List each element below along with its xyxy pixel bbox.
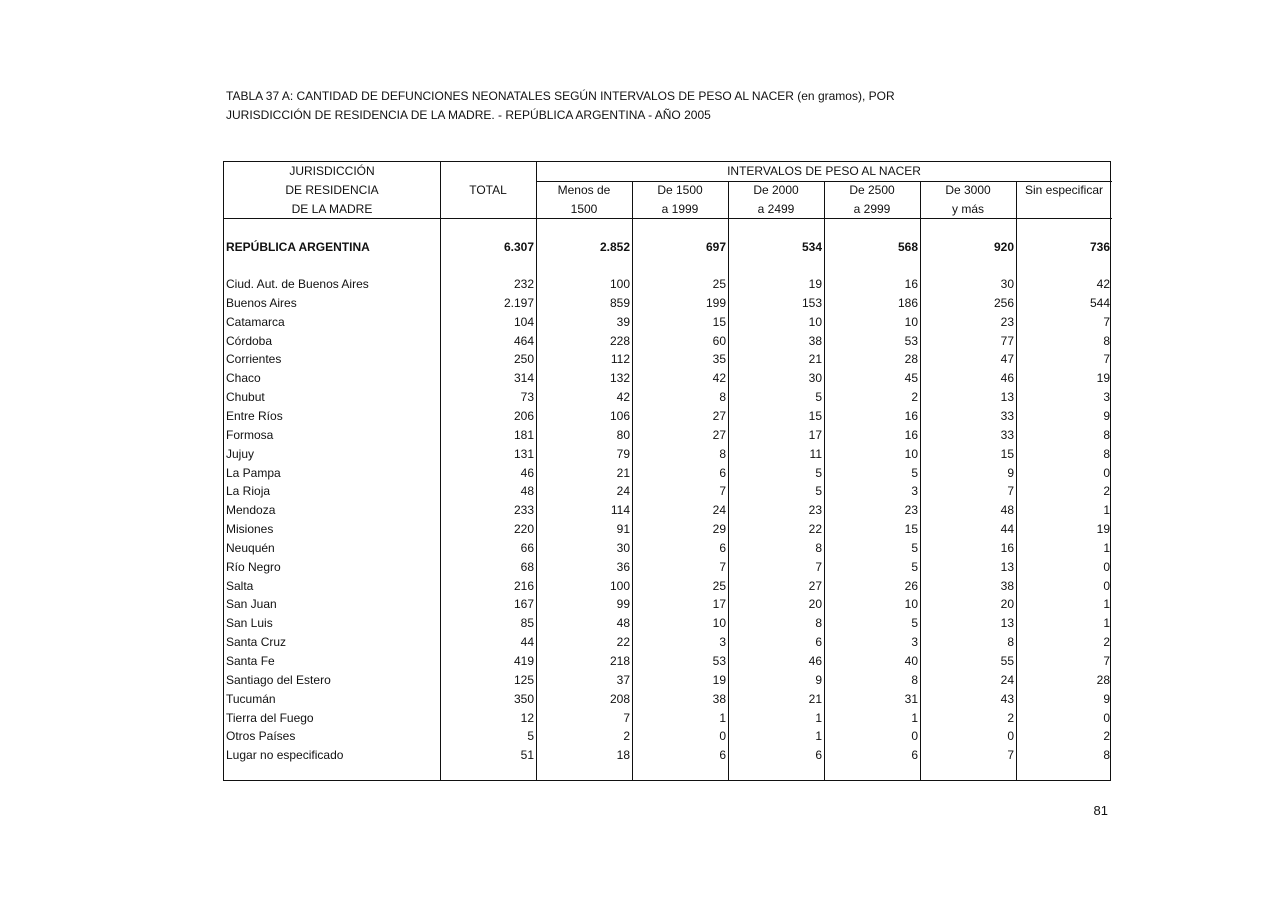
table-row-value: 39 bbox=[616, 315, 630, 329]
table-row-value: 66 bbox=[520, 541, 534, 555]
table-row-value: 8 bbox=[1007, 635, 1014, 649]
table-row-label: Salta bbox=[226, 579, 254, 593]
table-row-value: 5 bbox=[815, 484, 822, 498]
table-row-value: 6 bbox=[719, 466, 726, 480]
table-row-value: 3 bbox=[911, 484, 918, 498]
table-row-value: 33 bbox=[1000, 428, 1014, 442]
table-row-value: 2.197 bbox=[503, 296, 534, 310]
header-interval-label: De 2000 bbox=[753, 183, 799, 197]
table-row-value: 51 bbox=[520, 748, 534, 762]
total-row-value: 697 bbox=[705, 240, 726, 254]
table-row-value: 38 bbox=[1000, 579, 1014, 593]
table-row-value: 40 bbox=[904, 654, 918, 668]
table-row-value: 37 bbox=[616, 673, 630, 687]
table-row-value: 18 bbox=[616, 748, 630, 762]
header-interval-label: De 2500 bbox=[849, 183, 895, 197]
table-row-value: 6 bbox=[815, 748, 822, 762]
table-row-value: 24 bbox=[616, 484, 630, 498]
table-row-value: 42 bbox=[1096, 277, 1110, 291]
table-row-value: 250 bbox=[513, 352, 534, 366]
table-row-value: 31 bbox=[904, 692, 918, 706]
table-row-value: 2 bbox=[1007, 711, 1014, 725]
table-row-label: La Rioja bbox=[226, 484, 271, 498]
table-row-value: 79 bbox=[616, 447, 630, 461]
table-row-value: 350 bbox=[513, 692, 534, 706]
table-row-value: 12 bbox=[520, 711, 534, 725]
table-row-value: 9 bbox=[1007, 466, 1014, 480]
table-row-value: 8 bbox=[911, 673, 918, 687]
table-row-value: 464 bbox=[513, 334, 534, 348]
table-row-value: 35 bbox=[712, 352, 726, 366]
table-row-value: 23 bbox=[1000, 315, 1014, 329]
table-row-value: 2 bbox=[1103, 484, 1110, 498]
table-row-value: 0 bbox=[1103, 560, 1110, 574]
table-row-label: Córdoba bbox=[226, 334, 273, 348]
table-row-value: 8 bbox=[719, 447, 726, 461]
table-row-value: 7 bbox=[1103, 352, 1110, 366]
table-row-label: Tucumán bbox=[226, 692, 276, 706]
table-row-value: 220 bbox=[513, 522, 534, 536]
table-row-value: 8 bbox=[719, 390, 726, 404]
table-title-line-1: TABLA 37 A: CANTIDAD DE DEFUNCIONES NEONATALES SEGÚN INTERVALOS DE PESO AL NACER (en gramos), POR bbox=[226, 89, 895, 103]
table-row-value: 19 bbox=[1096, 522, 1110, 536]
table-row-value: 10 bbox=[712, 616, 726, 630]
table-row-value: 2 bbox=[911, 390, 918, 404]
table-row-value: 25 bbox=[712, 579, 726, 593]
table-row-value: 132 bbox=[609, 371, 630, 385]
table-row-value: 47 bbox=[1000, 352, 1014, 366]
table-row-value: 5 bbox=[911, 560, 918, 574]
table-row-value: 26 bbox=[904, 579, 918, 593]
header-group-title: INTERVALOS DE PESO AL NACER bbox=[727, 164, 921, 178]
header-interval-range: y más bbox=[951, 202, 984, 216]
table-row-label: San Luis bbox=[226, 616, 273, 630]
table-row-value: 42 bbox=[616, 390, 630, 404]
header-interval-label: Menos de bbox=[557, 183, 611, 197]
table-row-value: 13 bbox=[1000, 616, 1014, 630]
table-row-value: 46 bbox=[808, 654, 822, 668]
table-row-label: Tierra del Fuego bbox=[226, 711, 314, 725]
table-row-value: 10 bbox=[904, 315, 918, 329]
table-row-value: 27 bbox=[808, 579, 822, 593]
table-row-value: 1 bbox=[1103, 597, 1110, 611]
data-table bbox=[223, 161, 1111, 781]
table-title-line-2: JURISDICCIÓN DE RESIDENCIA DE LA MADRE. - REPÚBLICA ARGENTINA - AÑO 2005 bbox=[226, 108, 711, 122]
table-row-value: 256 bbox=[993, 296, 1014, 310]
table-row-value: 544 bbox=[1089, 296, 1110, 310]
table-row-value: 21 bbox=[616, 466, 630, 480]
table-row-value: 10 bbox=[904, 597, 918, 611]
table-row-value: 28 bbox=[904, 352, 918, 366]
total-row-value: 736 bbox=[1089, 240, 1110, 254]
header-interval-range: a 2999 bbox=[853, 202, 891, 216]
table-row-value: 13 bbox=[1000, 560, 1014, 574]
table-row-value: 30 bbox=[808, 371, 822, 385]
table-row-value: 228 bbox=[609, 334, 630, 348]
table-row-label: Chubut bbox=[226, 390, 265, 404]
table-row-label: Santa Fe bbox=[226, 654, 275, 668]
table-row-value: 5 bbox=[911, 616, 918, 630]
table-row-value: 5 bbox=[527, 729, 534, 743]
table-row-value: 5 bbox=[815, 390, 822, 404]
table-row-value: 27 bbox=[712, 428, 726, 442]
table-row-value: 53 bbox=[904, 334, 918, 348]
table-row-value: 104 bbox=[513, 315, 534, 329]
table-row-value: 208 bbox=[609, 692, 630, 706]
table-row-value: 8 bbox=[815, 541, 822, 555]
table-row-value: 55 bbox=[1000, 654, 1014, 668]
table-row-value: 60 bbox=[712, 334, 726, 348]
table-row-label: Catamarca bbox=[226, 315, 285, 329]
table-row-label: Lugar no especificado bbox=[226, 748, 344, 762]
table-row-value: 1 bbox=[1103, 541, 1110, 555]
table-row-label: Neuquén bbox=[226, 541, 275, 555]
table-row-value: 153 bbox=[801, 296, 822, 310]
table-row-value: 859 bbox=[609, 296, 630, 310]
table-row-value: 1 bbox=[1103, 616, 1110, 630]
table-row-value: 206 bbox=[513, 409, 534, 423]
table-row-value: 0 bbox=[719, 729, 726, 743]
table-row-value: 125 bbox=[513, 673, 534, 687]
table-row-value: 419 bbox=[513, 654, 534, 668]
table-row-value: 2 bbox=[623, 729, 630, 743]
table-row-value: 314 bbox=[513, 371, 534, 385]
table-row-value: 15 bbox=[904, 522, 918, 536]
table-row-value: 233 bbox=[513, 503, 534, 517]
header-interval-range bbox=[1016, 200, 1112, 219]
table-row-value: 68 bbox=[520, 560, 534, 574]
table-row-value: 15 bbox=[808, 409, 822, 423]
header-jurisdiction-line: DE RESIDENCIA bbox=[285, 183, 379, 197]
table-row-value: 46 bbox=[520, 466, 534, 480]
table-row-label: Santiago del Estero bbox=[226, 673, 331, 687]
table-row-value: 38 bbox=[712, 692, 726, 706]
table-row-value: 21 bbox=[808, 692, 822, 706]
table-row-value: 38 bbox=[808, 334, 822, 348]
table-row-value: 23 bbox=[904, 503, 918, 517]
table-row-value: 5 bbox=[911, 541, 918, 555]
table-row-value: 19 bbox=[808, 277, 822, 291]
table-row-label: Otros Países bbox=[226, 729, 296, 743]
header-jurisdiction-line: JURISDICCIÓN bbox=[289, 164, 375, 178]
table-row-value: 42 bbox=[712, 371, 726, 385]
table-row-value: 99 bbox=[616, 597, 630, 611]
table-row-value: 7 bbox=[815, 560, 822, 574]
header-interval-range: a 1999 bbox=[661, 202, 699, 216]
table-row-value: 30 bbox=[1000, 277, 1014, 291]
header-jurisdiction-line: DE LA MADRE bbox=[291, 202, 373, 216]
table-row-value: 9 bbox=[815, 673, 822, 687]
table-row-value: 15 bbox=[1000, 447, 1014, 461]
table-row-value: 8 bbox=[1103, 334, 1110, 348]
table-row-value: 0 bbox=[911, 729, 918, 743]
table-row-value: 11 bbox=[809, 447, 822, 461]
table-row-value: 10 bbox=[808, 315, 822, 329]
table-row-value: 0 bbox=[1103, 466, 1110, 480]
table-row-value: 48 bbox=[1000, 503, 1014, 517]
table-row-value: 2 bbox=[1103, 635, 1110, 649]
table-row-value: 131 bbox=[513, 447, 534, 461]
table-row-value: 16 bbox=[904, 277, 918, 291]
table-row-value: 186 bbox=[897, 296, 918, 310]
table-row-value: 1 bbox=[719, 711, 726, 725]
table-row-value: 33 bbox=[1000, 409, 1014, 423]
table-row-value: 16 bbox=[1000, 541, 1014, 555]
table-row-value: 5 bbox=[911, 466, 918, 480]
table-row-label: Mendoza bbox=[226, 503, 276, 517]
table-row-value: 77 bbox=[1000, 334, 1014, 348]
table-row-value: 27 bbox=[712, 409, 726, 423]
table-row-value: 19 bbox=[1096, 371, 1110, 385]
table-row-value: 8 bbox=[815, 616, 822, 630]
table-row-value: 46 bbox=[1000, 371, 1014, 385]
table-row-value: 17 bbox=[808, 428, 822, 442]
table-row-value: 48 bbox=[616, 616, 630, 630]
table-row-label: Misiones bbox=[226, 522, 274, 536]
total-row-value: 2.852 bbox=[599, 240, 630, 254]
table-row-value: 232 bbox=[513, 277, 534, 291]
table-row-label: Santa Cruz bbox=[226, 635, 287, 649]
table-row-value: 3 bbox=[911, 635, 918, 649]
table-row-value: 8 bbox=[1103, 748, 1110, 762]
table-row-value: 7 bbox=[623, 711, 630, 725]
table-row-value: 199 bbox=[705, 296, 726, 310]
table-row-value: 7 bbox=[1007, 748, 1014, 762]
table-row-value: 1 bbox=[911, 711, 918, 725]
table-row-value: 2 bbox=[1103, 729, 1110, 743]
total-row-label: REPÚBLICA ARGENTINA bbox=[226, 240, 370, 254]
table-row-value: 114 bbox=[610, 503, 630, 517]
table-row-label: Jujuy bbox=[226, 447, 255, 461]
table-row-value: 100 bbox=[609, 277, 630, 291]
table-row-value: 15 bbox=[712, 315, 726, 329]
table-row-value: 6 bbox=[911, 748, 918, 762]
table-row-value: 7 bbox=[719, 484, 726, 498]
table-row-value: 73 bbox=[520, 390, 534, 404]
table-row-value: 22 bbox=[808, 522, 822, 536]
table-row-value: 17 bbox=[712, 597, 726, 611]
table-row-value: 16 bbox=[904, 428, 918, 442]
table-row-label: San Juan bbox=[226, 597, 277, 611]
table-row-value: 7 bbox=[1007, 484, 1014, 498]
table-row-label: Ciud. Aut. de Buenos Aires bbox=[226, 277, 369, 291]
page-number: 81 bbox=[1093, 803, 1108, 818]
table-row-value: 7 bbox=[1103, 654, 1110, 668]
header-interval-range: 1500 bbox=[570, 202, 598, 216]
table-row-value: 6 bbox=[719, 541, 726, 555]
table-row-value: 5 bbox=[815, 466, 822, 480]
table-row-value: 36 bbox=[616, 560, 630, 574]
table-row-value: 24 bbox=[1000, 673, 1014, 687]
table-row-value: 13 bbox=[1000, 390, 1014, 404]
table-row-value: 20 bbox=[1000, 597, 1014, 611]
table-row-value: 43 bbox=[1000, 692, 1014, 706]
table-row-value: 1 bbox=[1103, 503, 1110, 517]
table-row-value: 9 bbox=[1103, 692, 1110, 706]
table-row-value: 23 bbox=[808, 503, 822, 517]
table-row-value: 106 bbox=[609, 409, 630, 423]
table-row-value: 1 bbox=[815, 711, 822, 725]
table-row-value: 25 bbox=[712, 277, 726, 291]
table-row-value: 10 bbox=[904, 447, 918, 461]
table-row-value: 28 bbox=[1096, 673, 1110, 687]
table-row-value: 8 bbox=[1103, 428, 1110, 442]
table-row-label: Río Negro bbox=[226, 560, 281, 574]
table-row-value: 3 bbox=[1103, 390, 1110, 404]
total-row-value: 534 bbox=[801, 240, 822, 254]
table-row-value: 20 bbox=[808, 597, 822, 611]
header-interval-label: De 1500 bbox=[657, 183, 703, 197]
table-row-value: 48 bbox=[520, 484, 534, 498]
table-row-value: 0 bbox=[1103, 579, 1110, 593]
table-row-value: 45 bbox=[904, 371, 918, 385]
table-row-value: 6 bbox=[719, 748, 726, 762]
table-row-label: Buenos Aires bbox=[226, 296, 297, 310]
table-row-value: 0 bbox=[1007, 729, 1014, 743]
table-row-value: 8 bbox=[1103, 447, 1110, 461]
header-total: TOTAL bbox=[469, 183, 507, 197]
table-row-value: 9 bbox=[1103, 409, 1110, 423]
table-row-value: 44 bbox=[1000, 522, 1014, 536]
header-interval-label: Sin especificar bbox=[1024, 183, 1104, 197]
table-row-value: 44 bbox=[520, 635, 534, 649]
table-row-value: 19 bbox=[712, 673, 726, 687]
table-row-value: 22 bbox=[616, 635, 630, 649]
table-row-value: 7 bbox=[719, 560, 726, 574]
table-row-value: 112 bbox=[610, 352, 630, 366]
table-row-value: 216 bbox=[513, 579, 534, 593]
table-row-value: 24 bbox=[712, 503, 726, 517]
table-row-value: 218 bbox=[609, 654, 630, 668]
table-row-value: 3 bbox=[719, 635, 726, 649]
table-row-value: 91 bbox=[616, 522, 630, 536]
total-row-value: 568 bbox=[897, 240, 918, 254]
table-row-value: 1 bbox=[815, 729, 822, 743]
header-interval-label: De 3000 bbox=[945, 183, 991, 197]
table-row-value: 167 bbox=[513, 597, 534, 611]
table-row-value: 100 bbox=[609, 579, 630, 593]
table-row-label: Formosa bbox=[226, 428, 274, 442]
header-interval-range: a 2499 bbox=[757, 202, 795, 216]
table-row-value: 85 bbox=[520, 616, 534, 630]
table-row-value: 0 bbox=[1103, 711, 1110, 725]
table-row-label: Corrientes bbox=[226, 352, 282, 366]
table-row-label: La Pampa bbox=[226, 466, 281, 480]
table-row-value: 80 bbox=[616, 428, 630, 442]
table-row-value: 21 bbox=[808, 352, 822, 366]
table-row-label: Chaco bbox=[226, 371, 261, 385]
table-row-value: 7 bbox=[1103, 315, 1110, 329]
table-row-label: Entre Ríos bbox=[226, 409, 283, 423]
table-row-value: 30 bbox=[616, 541, 630, 555]
table-row-value: 29 bbox=[712, 522, 726, 536]
table-row-value: 16 bbox=[904, 409, 918, 423]
table-row-value: 53 bbox=[712, 654, 726, 668]
table-row-value: 181 bbox=[513, 428, 534, 442]
total-row-value: 920 bbox=[993, 240, 1014, 254]
total-row-value: 6.307 bbox=[503, 240, 534, 254]
table-row-value: 6 bbox=[815, 635, 822, 649]
